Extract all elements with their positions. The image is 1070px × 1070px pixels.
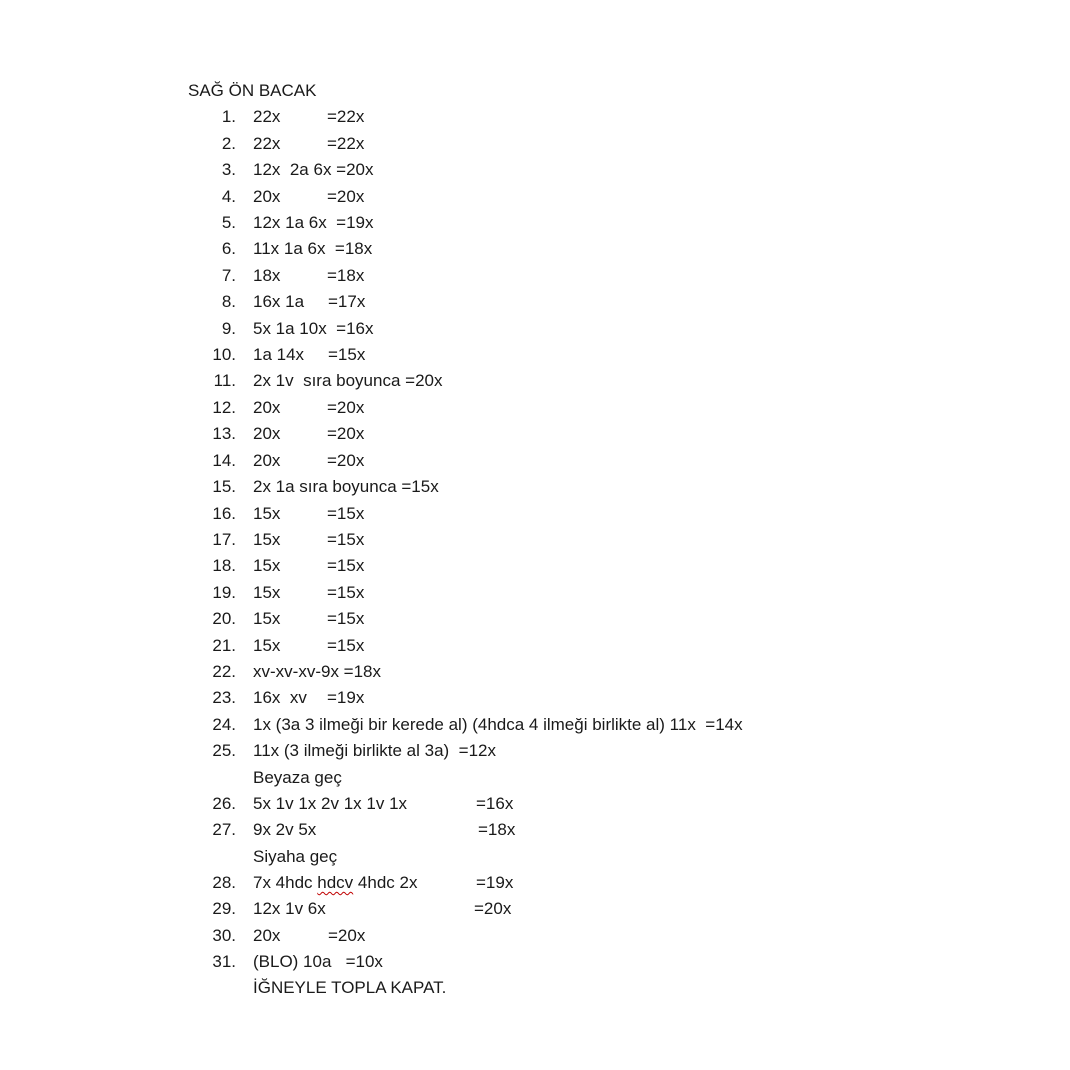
document-page: SAĞ ÖN BACAK 1. 22x =22x 2. 22x =22x 3. 12x 2a 6x =20x 4. 20x =20x 5. 12x 1a 6x =19x 6. 11x 1a 6x =18x 7. 18x =18x 8. 16x 1a =17x 9. 5x 1a 10x =16x 10. 1a 14x =15x 11. 2x 1v sıra boyunca =20x 12. 20x =20x 13. 20x =20x 14. 20x =20x 15. 2x 1a sıra boyunca =15x 16. 15x =15x 17. 15x =15x 18. 15x =15x 19. 15x =15x 20. 15x =15x 21. 15x =15x 22. xv-xv-xv-9x =18x 23. 16x xv =19x 24. 1x (3a 3 ilmeği bir kerede al) (4hdca 4 ilmeği birlikte al) 11x =14x 25. 11x (3 ilmeği birlikte al 3a) =12x Beyaza geç 26. 5x 1v 1x 2v 1x 1v 1x =16x 27. 9x 2v 5x =18x Siyaha geç 28. 7x 4hdc hdcv 4hdc 2x =19x 29. 12x 1v 6x =20x 30. 20x =20x 31. (BLO) 10a =10x İĞNEYLE TOPLA KAPAT.: [188, 81, 743, 997]
page-title: SAĞ ÖN BACAK: [188, 81, 317, 100]
spellcheck-underline: hdcv: [317, 873, 354, 892]
color-change-black: Siyaha geç: [253, 847, 338, 866]
closing-instruction: İĞNEYLE TOPLA KAPAT.: [253, 978, 447, 997]
color-change-white: Beyaza geç: [253, 768, 342, 787]
